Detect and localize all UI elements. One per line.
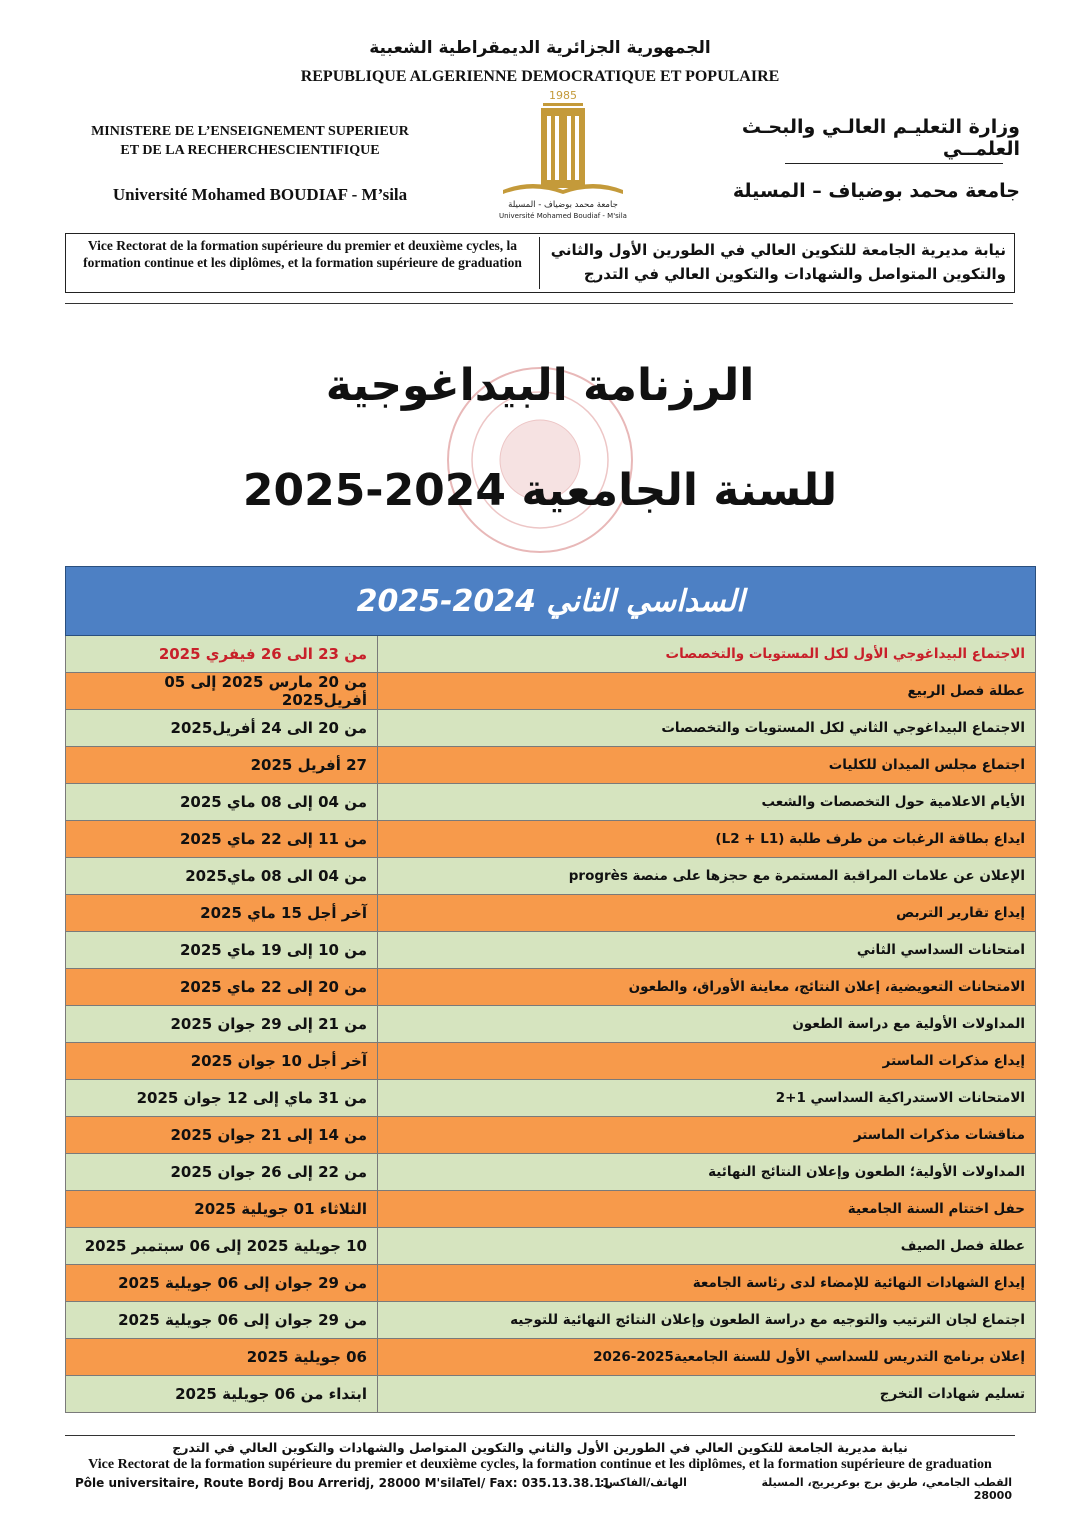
footer-address-french: Pôle universitaire, Route Bordj Bou Arreridj, 28000 M'sila: [75, 1476, 464, 1490]
vice-rectorate-arabic-line-1: نيابة مديرية الجامعة للتكوين العالي في الطورين الأول والثاني: [550, 241, 1006, 259]
schedule-event: الاجتماع البيداغوجي الثاني لكل المستويات والتخصصات: [378, 710, 1036, 747]
schedule-event: الإعلان عن علامات المراقبة المستمرة مع حجزها على منصة progrès: [378, 858, 1036, 895]
schedule-event: امتحانات السداسي الثاني: [378, 932, 1036, 969]
schedule-date: من 04 إلى 08 ماي 2025: [66, 784, 378, 821]
schedule-date: من 20 مارس 2025 إلى 05 أفريل2025: [66, 673, 378, 710]
schedule-row: [66, 1117, 1036, 1154]
ministry-name-french: [50, 122, 450, 160]
schedule-event: عطلة فصل الصيف: [378, 1228, 1036, 1265]
schedule-table: [65, 566, 1036, 1413]
academic-year-label: للسنة الجامعية: [521, 465, 838, 516]
schedule-row: [66, 1006, 1036, 1043]
schedule-event: المداولات الأولية مع دراسة الطعون: [378, 1006, 1036, 1043]
schedule-date: من 21 إلى 29 جوان 2025: [66, 1006, 378, 1043]
university-name-french: Université Mohamed BOUDIAF - M’sila: [112, 185, 408, 204]
semester-heading: السداسي الثاني 2024-2025: [66, 567, 1036, 636]
ministry-french-line-1: MINISTERE DE L’ENSEIGNEMENT SUPERIEUR: [91, 124, 409, 139]
schedule-event: إيداع مذكرات الماستر: [378, 1043, 1036, 1080]
schedule-event: الأيام الاعلامية حول التخصصات والشعب: [378, 784, 1036, 821]
schedule-row: [66, 821, 1036, 858]
university-logo: [478, 86, 648, 222]
schedule-date: من 31 ماي إلى 12 جوان 2025: [66, 1080, 378, 1117]
schedule-date: من 20 الى 24 أفريل2025: [66, 710, 378, 747]
schedule-row: [66, 1043, 1036, 1080]
schedule-row: [66, 1265, 1036, 1302]
schedule-date: 27 أفريل 2025: [66, 747, 378, 784]
vice-rectorate-arabic: [546, 238, 1006, 286]
header-divider: [785, 163, 1003, 164]
ministry-french-line-2: ET DE LA RECHERCHESCIENTIFIQUE: [120, 143, 380, 158]
schedule-row: [66, 1339, 1036, 1376]
schedule-header-row: [66, 567, 1036, 636]
schedule-row: [66, 932, 1036, 969]
schedule-date: من 10 إلى 19 ماي 2025: [66, 932, 378, 969]
schedule-date: من 14 إلى 21 جوان 2025: [66, 1117, 378, 1154]
schedule-event: حفل اختتام السنة الجامعية: [378, 1191, 1036, 1228]
schedule-row: [66, 784, 1036, 821]
footer-arabic-line: نيابة مديرية الجامعة للتكوين العالي في الطورين الأول والثاني والتكوين المتواصل والشهادات والتكوين العالي في التدرج: [172, 1440, 908, 1455]
schedule-date: آخر أجل 10 جوان 2025: [66, 1043, 378, 1080]
schedule-date: آخر أجل 15 ماي 2025: [66, 895, 378, 932]
schedule-date: ابتداء من 06 جويلية 2025: [66, 1376, 378, 1413]
schedule-date: من 29 جوان إلى 06 جويلية 2025: [66, 1302, 378, 1339]
logo-name-arabic: جامعة محمد بوضياف - المسيلة: [508, 200, 618, 210]
schedule-row: [66, 673, 1036, 710]
schedule-event: اجتماع لجان الترتيب والتوجيه مع دراسة الطعون وإعلان النتائج النهائية للتوجيه: [378, 1302, 1036, 1339]
ministry-name-arabic: وزارة التعليـم العالـي والبحـث العلمــي: [741, 116, 1020, 160]
schedule-event: اجتماع مجلس الميدان للكليات: [378, 747, 1036, 784]
schedule-date: من 22 إلى 26 جوان 2025: [66, 1154, 378, 1191]
schedule-event: إيداع الشهادات النهائية للإمضاء لدى رئاسة الجامعة: [378, 1265, 1036, 1302]
schedule-event: الامتحانات الاستدراكية السداسي 1+2: [378, 1080, 1036, 1117]
footer-phone: Tel/ Fax: 035.13.38.11: [462, 1476, 611, 1490]
schedule-date: من 04 الى 08 ماي2025: [66, 858, 378, 895]
academic-year-title: [150, 465, 930, 516]
schedule-date: من 20 إلى 22 ماي 2025: [66, 969, 378, 1006]
schedule-row: [66, 1080, 1036, 1117]
footer-french-line: Vice Rectorat de la formation supérieure du premier et deuxième cycles, la formation continue et les diplômes, et la formation supérieure de graduation: [88, 1457, 992, 1472]
schedule-row: [66, 1302, 1036, 1339]
schedule-date: 06 جويلية 2025: [66, 1339, 378, 1376]
schedule-row: [66, 747, 1036, 784]
schedule-event: الاجتماع البيداغوجي الأول لكل المستويات والتخصصات: [378, 636, 1036, 673]
schedule-row: [66, 895, 1036, 932]
schedule-event: المداولات الأولية؛ الطعون وإعلان النتائج النهائية: [378, 1154, 1036, 1191]
academic-year-value: 2025-2024: [242, 465, 507, 516]
schedule-row: [66, 1154, 1036, 1191]
schedule-row: [66, 969, 1036, 1006]
schedule-row: [66, 710, 1036, 747]
schedule-event: عطلة فصل الربيع: [378, 673, 1036, 710]
schedule-event: الامتحانات التعويضية، إعلان النتائج، معاينة الأوراق، والطعون: [378, 969, 1036, 1006]
logo-year: 1985: [549, 89, 577, 102]
schedule-row: [66, 1191, 1036, 1228]
vice-rectorate-arabic-line-2: والتكوين المتواصل والشهادات والتكوين العالي في التدرج: [583, 265, 1006, 283]
schedule-row: [66, 1376, 1036, 1413]
schedule-date: 10 جويلية 2025 إلى 06 سبتمبر 2025: [66, 1228, 378, 1265]
schedule-row: [66, 636, 1036, 673]
schedule-event: ايداع بطاقة الرغبات من طرف طلبة (L2 + L1): [378, 821, 1036, 858]
schedule-row: [66, 858, 1036, 895]
footer-phone-label-arabic: الهاتف/الفاكس:: [600, 1476, 687, 1489]
header-bottom-rule: [65, 303, 1013, 304]
vice-rectorate-french: Vice Rectorat de la formation supérieure du premier et deuxième cycles, la formation continue et les diplômes, et la formation supérieure de graduation: [66, 237, 540, 289]
schedule-row: [66, 1228, 1036, 1265]
schedule-date: من 23 الى 26 فيفري 2025: [66, 636, 378, 673]
university-name-arabic: جامعة محمد بوضياف – المسيلة: [732, 180, 1020, 202]
republic-name-french: REPUBLIQUE ALGERIENNE DEMOCRATIQUE ET POPULAIRE: [300, 68, 780, 85]
calendar-title: الرزنامة البيداغوجية: [325, 360, 755, 411]
schedule-date: الثلاثاء 01 جويلية 2025: [66, 1191, 378, 1228]
logo-name-french: Université Mohamed Boudiaf - M'sila: [499, 212, 627, 220]
footer-rule: [65, 1435, 1015, 1436]
schedule-date: من 29 جوان إلى 06 جويلية 2025: [66, 1265, 378, 1302]
republic-name-arabic: الجمهورية الجزائرية الديمقراطية الشعبية: [369, 38, 711, 58]
footer-address-arabic: القطب الجامعي، طريق برج بوعريريج، المسيلة 28000: [761, 1476, 1012, 1502]
schedule-event: تسليم شهادات التخرج: [378, 1376, 1036, 1413]
schedule-event: مناقشات مذكرات الماستر: [378, 1117, 1036, 1154]
schedule-date: من 11 إلى 22 ماي 2025: [66, 821, 378, 858]
schedule-event: إعلان برنامج التدريس للسداسي الأول للسنة الجامعية2025-2026: [378, 1339, 1036, 1376]
vice-rectorate-box: [65, 233, 1015, 293]
schedule-event: إيداع تقارير التربص: [378, 895, 1036, 932]
